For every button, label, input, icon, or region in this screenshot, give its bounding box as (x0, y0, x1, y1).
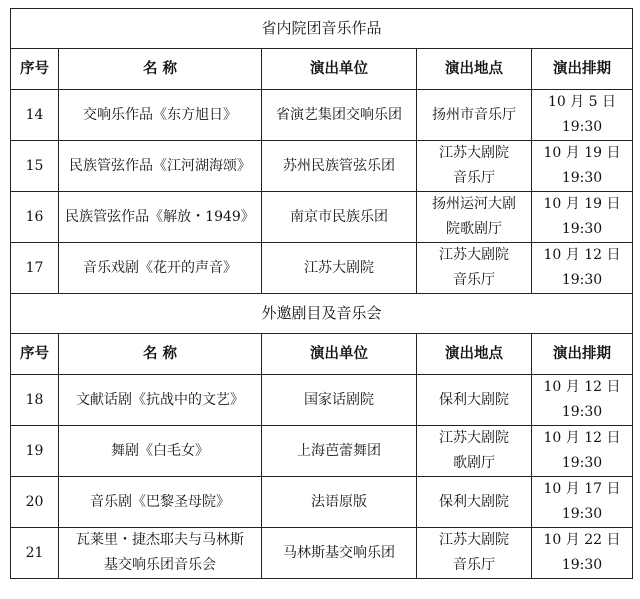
row-venue (417, 141, 532, 192)
row-venue-line: 保利大剧院 (439, 391, 509, 408)
row-name (59, 90, 262, 141)
row-unit: 法语原版 (262, 477, 417, 528)
row-unit: 省演艺集团交响乐团 (262, 90, 417, 141)
row-venue-line: 江苏大剧院 (439, 145, 509, 161)
row-seq: 16 (11, 192, 59, 243)
row-schedule (532, 477, 633, 528)
header-schedule: 演出排期 (532, 49, 633, 90)
row-name-line: 文献话剧《抗战中的文艺》 (76, 391, 244, 408)
row-venue-line: 江苏大剧院 (439, 532, 509, 548)
section-title: 省内院团音乐作品 (11, 9, 633, 49)
table-row (11, 90, 633, 141)
row-name-line: 舞剧《白毛女》 (111, 442, 209, 459)
table-row (11, 477, 633, 528)
row-schedule (532, 375, 633, 426)
row-schedule-line: 19:30 (561, 221, 603, 237)
row-venue (417, 243, 532, 294)
row-name-line: 音乐戏剧《花开的声音》 (83, 259, 237, 276)
row-venue-line: 扬州市音乐厅 (432, 106, 516, 123)
row-seq: 20 (11, 477, 59, 528)
row-seq: 19 (11, 426, 59, 477)
row-venue-line: 江苏大剧院 (439, 247, 509, 263)
row-unit: 苏州民族管弦乐团 (262, 141, 417, 192)
row-unit: 上海芭蕾舞团 (262, 426, 417, 477)
row-venue-line: 院歌剧厅 (446, 221, 502, 237)
row-schedule-line: 10 月 19 日 (543, 145, 621, 161)
row-venue (417, 192, 532, 243)
row-name-line: 民族管弦作品《江河湖海颂》 (69, 157, 251, 174)
section-title: 外邀剧目及音乐会 (11, 294, 633, 334)
row-name (59, 477, 262, 528)
row-venue (417, 426, 532, 477)
row-schedule-line: 10 月 12 日 (543, 247, 621, 263)
row-schedule-line: 19:30 (561, 170, 603, 186)
row-venue (417, 528, 532, 579)
header-venue: 演出地点 (417, 49, 532, 90)
row-venue (417, 477, 532, 528)
row-name-line: 民族管弦作品《解放・1949》 (65, 208, 255, 225)
row-schedule-line: 19:30 (561, 455, 603, 471)
row-schedule-line: 19:30 (561, 404, 603, 420)
header-schedule: 演出排期 (532, 334, 633, 375)
header-venue: 演出地点 (417, 334, 532, 375)
row-schedule (532, 90, 633, 141)
row-name-line: 音乐剧《巴黎圣母院》 (90, 493, 230, 510)
header-name: 名 称 (59, 49, 262, 90)
section-title-row (11, 294, 633, 334)
row-schedule-line: 10 月 12 日 (543, 379, 621, 395)
table-row (11, 192, 633, 243)
row-schedule (532, 426, 633, 477)
row-name (59, 243, 262, 294)
row-venue-line: 保利大剧院 (439, 493, 509, 510)
section-title-row (11, 9, 633, 49)
row-schedule-line: 10 月 5 日 (547, 94, 617, 110)
row-schedule (532, 141, 633, 192)
row-seq: 17 (11, 243, 59, 294)
row-venue-line: 歌剧厅 (453, 455, 495, 471)
row-venue-line: 江苏大剧院 (439, 430, 509, 446)
header-seq: 序号 (11, 334, 59, 375)
row-seq: 15 (11, 141, 59, 192)
row-venue-line: 音乐厅 (453, 557, 495, 573)
row-schedule-line: 10 月 17 日 (543, 481, 621, 497)
column-header-row (11, 334, 633, 375)
row-unit: 马林斯基交响乐团 (262, 528, 417, 579)
header-name: 名 称 (59, 334, 262, 375)
row-schedule (532, 528, 633, 579)
row-schedule-line: 10 月 12 日 (543, 430, 621, 446)
row-schedule-line: 19:30 (561, 119, 603, 135)
row-venue (417, 375, 532, 426)
row-venue (417, 90, 532, 141)
header-seq: 序号 (11, 49, 59, 90)
row-seq: 21 (11, 528, 59, 579)
table-row (11, 375, 633, 426)
performance-schedule-table (10, 8, 633, 579)
row-unit: 国家话剧院 (262, 375, 417, 426)
column-header-row (11, 49, 633, 90)
table-row (11, 243, 633, 294)
row-name-line: 基交响乐团音乐会 (104, 557, 216, 573)
table-row (11, 528, 633, 579)
row-name-line: 交响乐作品《东方旭日》 (83, 106, 237, 123)
row-schedule (532, 243, 633, 294)
table-row (11, 141, 633, 192)
row-schedule-line: 19:30 (561, 272, 603, 288)
row-name (59, 192, 262, 243)
row-seq: 18 (11, 375, 59, 426)
table-row (11, 426, 633, 477)
row-name (59, 375, 262, 426)
row-seq: 14 (11, 90, 59, 141)
row-name (59, 528, 262, 579)
table-body (11, 9, 633, 579)
row-name (59, 141, 262, 192)
row-unit: 江苏大剧院 (262, 243, 417, 294)
row-venue-line: 音乐厅 (453, 272, 495, 288)
row-schedule-line: 10 月 22 日 (543, 532, 621, 548)
row-unit: 南京市民族乐团 (262, 192, 417, 243)
header-unit: 演出单位 (262, 334, 417, 375)
row-schedule-line: 19:30 (561, 557, 603, 573)
row-venue-line: 扬州运河大剧 (432, 196, 516, 212)
header-unit: 演出单位 (262, 49, 417, 90)
row-name (59, 426, 262, 477)
row-schedule (532, 192, 633, 243)
row-schedule-line: 19:30 (561, 506, 603, 522)
row-name-line: 瓦莱里・捷杰耶夫与马林斯 (76, 532, 244, 548)
row-venue-line: 音乐厅 (453, 170, 495, 186)
row-schedule-line: 10 月 19 日 (543, 196, 621, 212)
